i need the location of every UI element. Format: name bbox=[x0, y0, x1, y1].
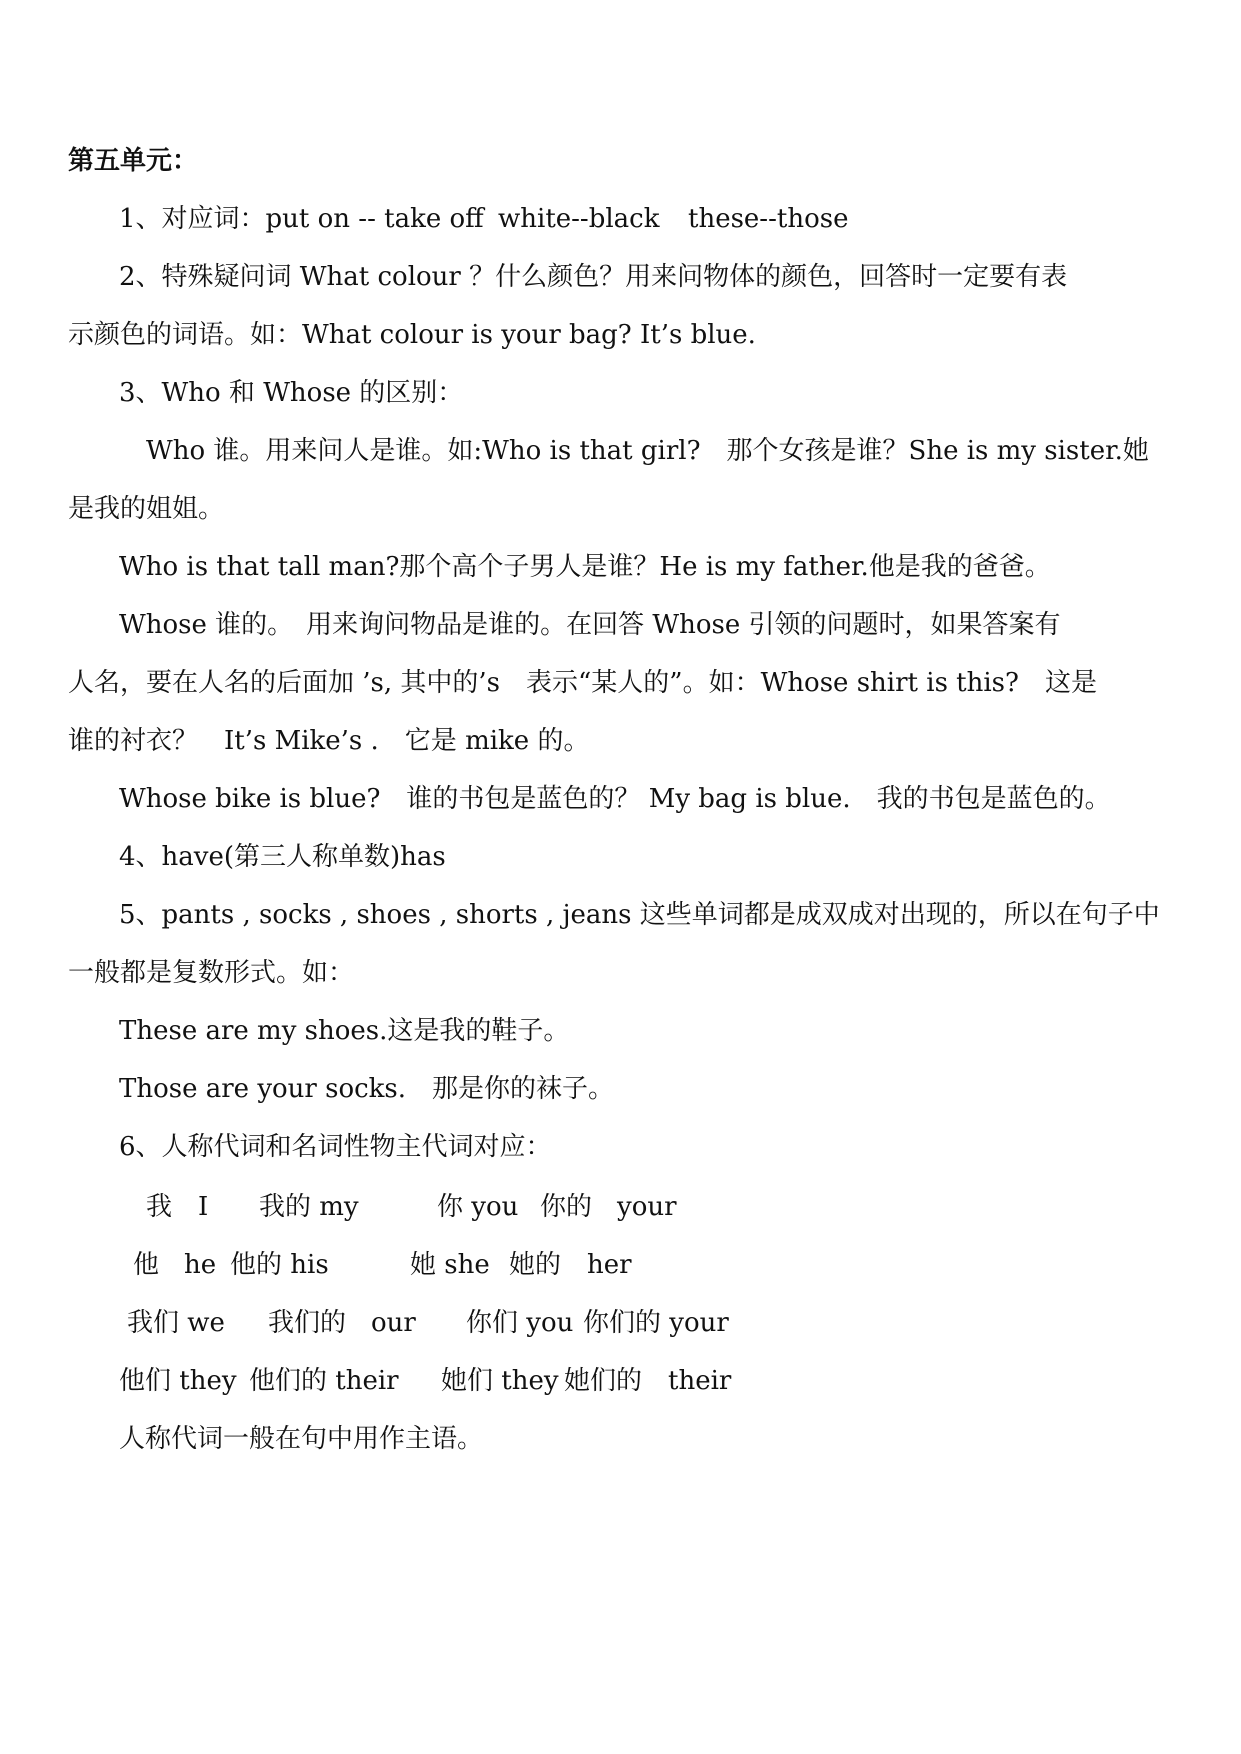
pronoun-cell: 你们 you bbox=[466, 1308, 574, 1338]
pronoun-cell: he bbox=[184, 1250, 217, 1280]
item3-heading: 3、Who 和 Whose 的区别： bbox=[119, 378, 464, 408]
item3-who-example-2: Who is that tall man?那个高个子男人是谁？He is my father.他是我的爸爸。 bbox=[119, 552, 1051, 582]
pronoun-cell: 她们的 bbox=[564, 1366, 643, 1396]
pronoun-cell: 他们的 their bbox=[249, 1366, 399, 1396]
pronoun-cell: 我们 we bbox=[127, 1308, 225, 1338]
pronoun-cell: 你 you bbox=[437, 1192, 519, 1222]
item3-whose-line-3: 谁的衬衣？ It’s Mike’s . 它是 mike 的。 bbox=[68, 726, 590, 756]
pronoun-cell: 她们 they bbox=[441, 1366, 559, 1396]
item3-who-line-2: 是我的姐姐。 bbox=[68, 494, 225, 524]
item6-heading: 6、人称代词和名词性物主代词对应： bbox=[119, 1132, 552, 1162]
pronoun-cell: their bbox=[668, 1366, 732, 1396]
item1-antonym-pair-3: these--those bbox=[688, 204, 849, 234]
pronoun-cell: your bbox=[617, 1192, 677, 1222]
item2-line-2: 示颜色的词语。如：What colour is your bag? It’s blue. bbox=[68, 320, 756, 350]
item2-line-1: 2、特殊疑问词 What colour ？什么颜色？用来问物体的颜色，回答时一定要有表 bbox=[119, 262, 1068, 292]
pronoun-cell: 我们的 bbox=[268, 1308, 347, 1338]
item3-whose-line-2: 人名，要在人名的后面加 ’s, 其中的’s 表示“某人的”。如：Whose shirt is this? 这是 bbox=[68, 668, 1097, 698]
pronoun-cell: 他 bbox=[133, 1250, 160, 1280]
pronoun-cell: 你们的 your bbox=[583, 1308, 729, 1338]
item5-line-1: 5、pants , socks , shoes , shorts , jeans 这些单词都是成双成对出现的，所以在句子中 bbox=[119, 900, 1160, 930]
pronoun-cell: her bbox=[587, 1250, 632, 1280]
unit-title: 第五单元： bbox=[68, 146, 199, 176]
pronoun-cell: 我 I bbox=[146, 1192, 209, 1222]
pronoun-cell: 她 she bbox=[410, 1250, 490, 1280]
item3-whose-example-2: Whose bike is blue? 谁的书包是蓝色的？ My bag is blue. 我的书包是蓝色的。 bbox=[119, 784, 1111, 814]
pronoun-cell: 她的 bbox=[509, 1250, 562, 1280]
pronoun-cell: 你的 bbox=[540, 1192, 593, 1222]
pronoun-cell: our bbox=[371, 1308, 416, 1338]
pronoun-cell: 我的 my bbox=[259, 1192, 359, 1222]
item1-antonym-pair-2: white--black bbox=[498, 204, 660, 234]
pronoun-cell: 他们 they bbox=[119, 1366, 237, 1396]
pronoun-cell: 他的 his bbox=[230, 1250, 329, 1280]
item5-example-1: These are my shoes.这是我的鞋子。 bbox=[119, 1016, 570, 1046]
item5-line-2: 一般都是复数形式。如： bbox=[68, 958, 355, 988]
item3-who-line-1: Who 谁。用来问人是谁。如:Who is that girl? 那个女孩是谁？She is my sister.她 bbox=[146, 436, 1149, 466]
item3-whose-line-1: Whose 谁的。 用来询问物品是谁的。在回答 Whose 引领的问题时，如果答案有 bbox=[119, 610, 1061, 640]
item1-antonyms-lead: 1、对应词：put on -- take off bbox=[119, 204, 484, 234]
item4-text: 4、have(第三人称单数)has bbox=[119, 842, 446, 872]
item6-note: 人称代词一般在句中用作主语。 bbox=[119, 1424, 484, 1454]
item5-example-2: Those are your socks. 那是你的袜子。 bbox=[119, 1074, 615, 1104]
